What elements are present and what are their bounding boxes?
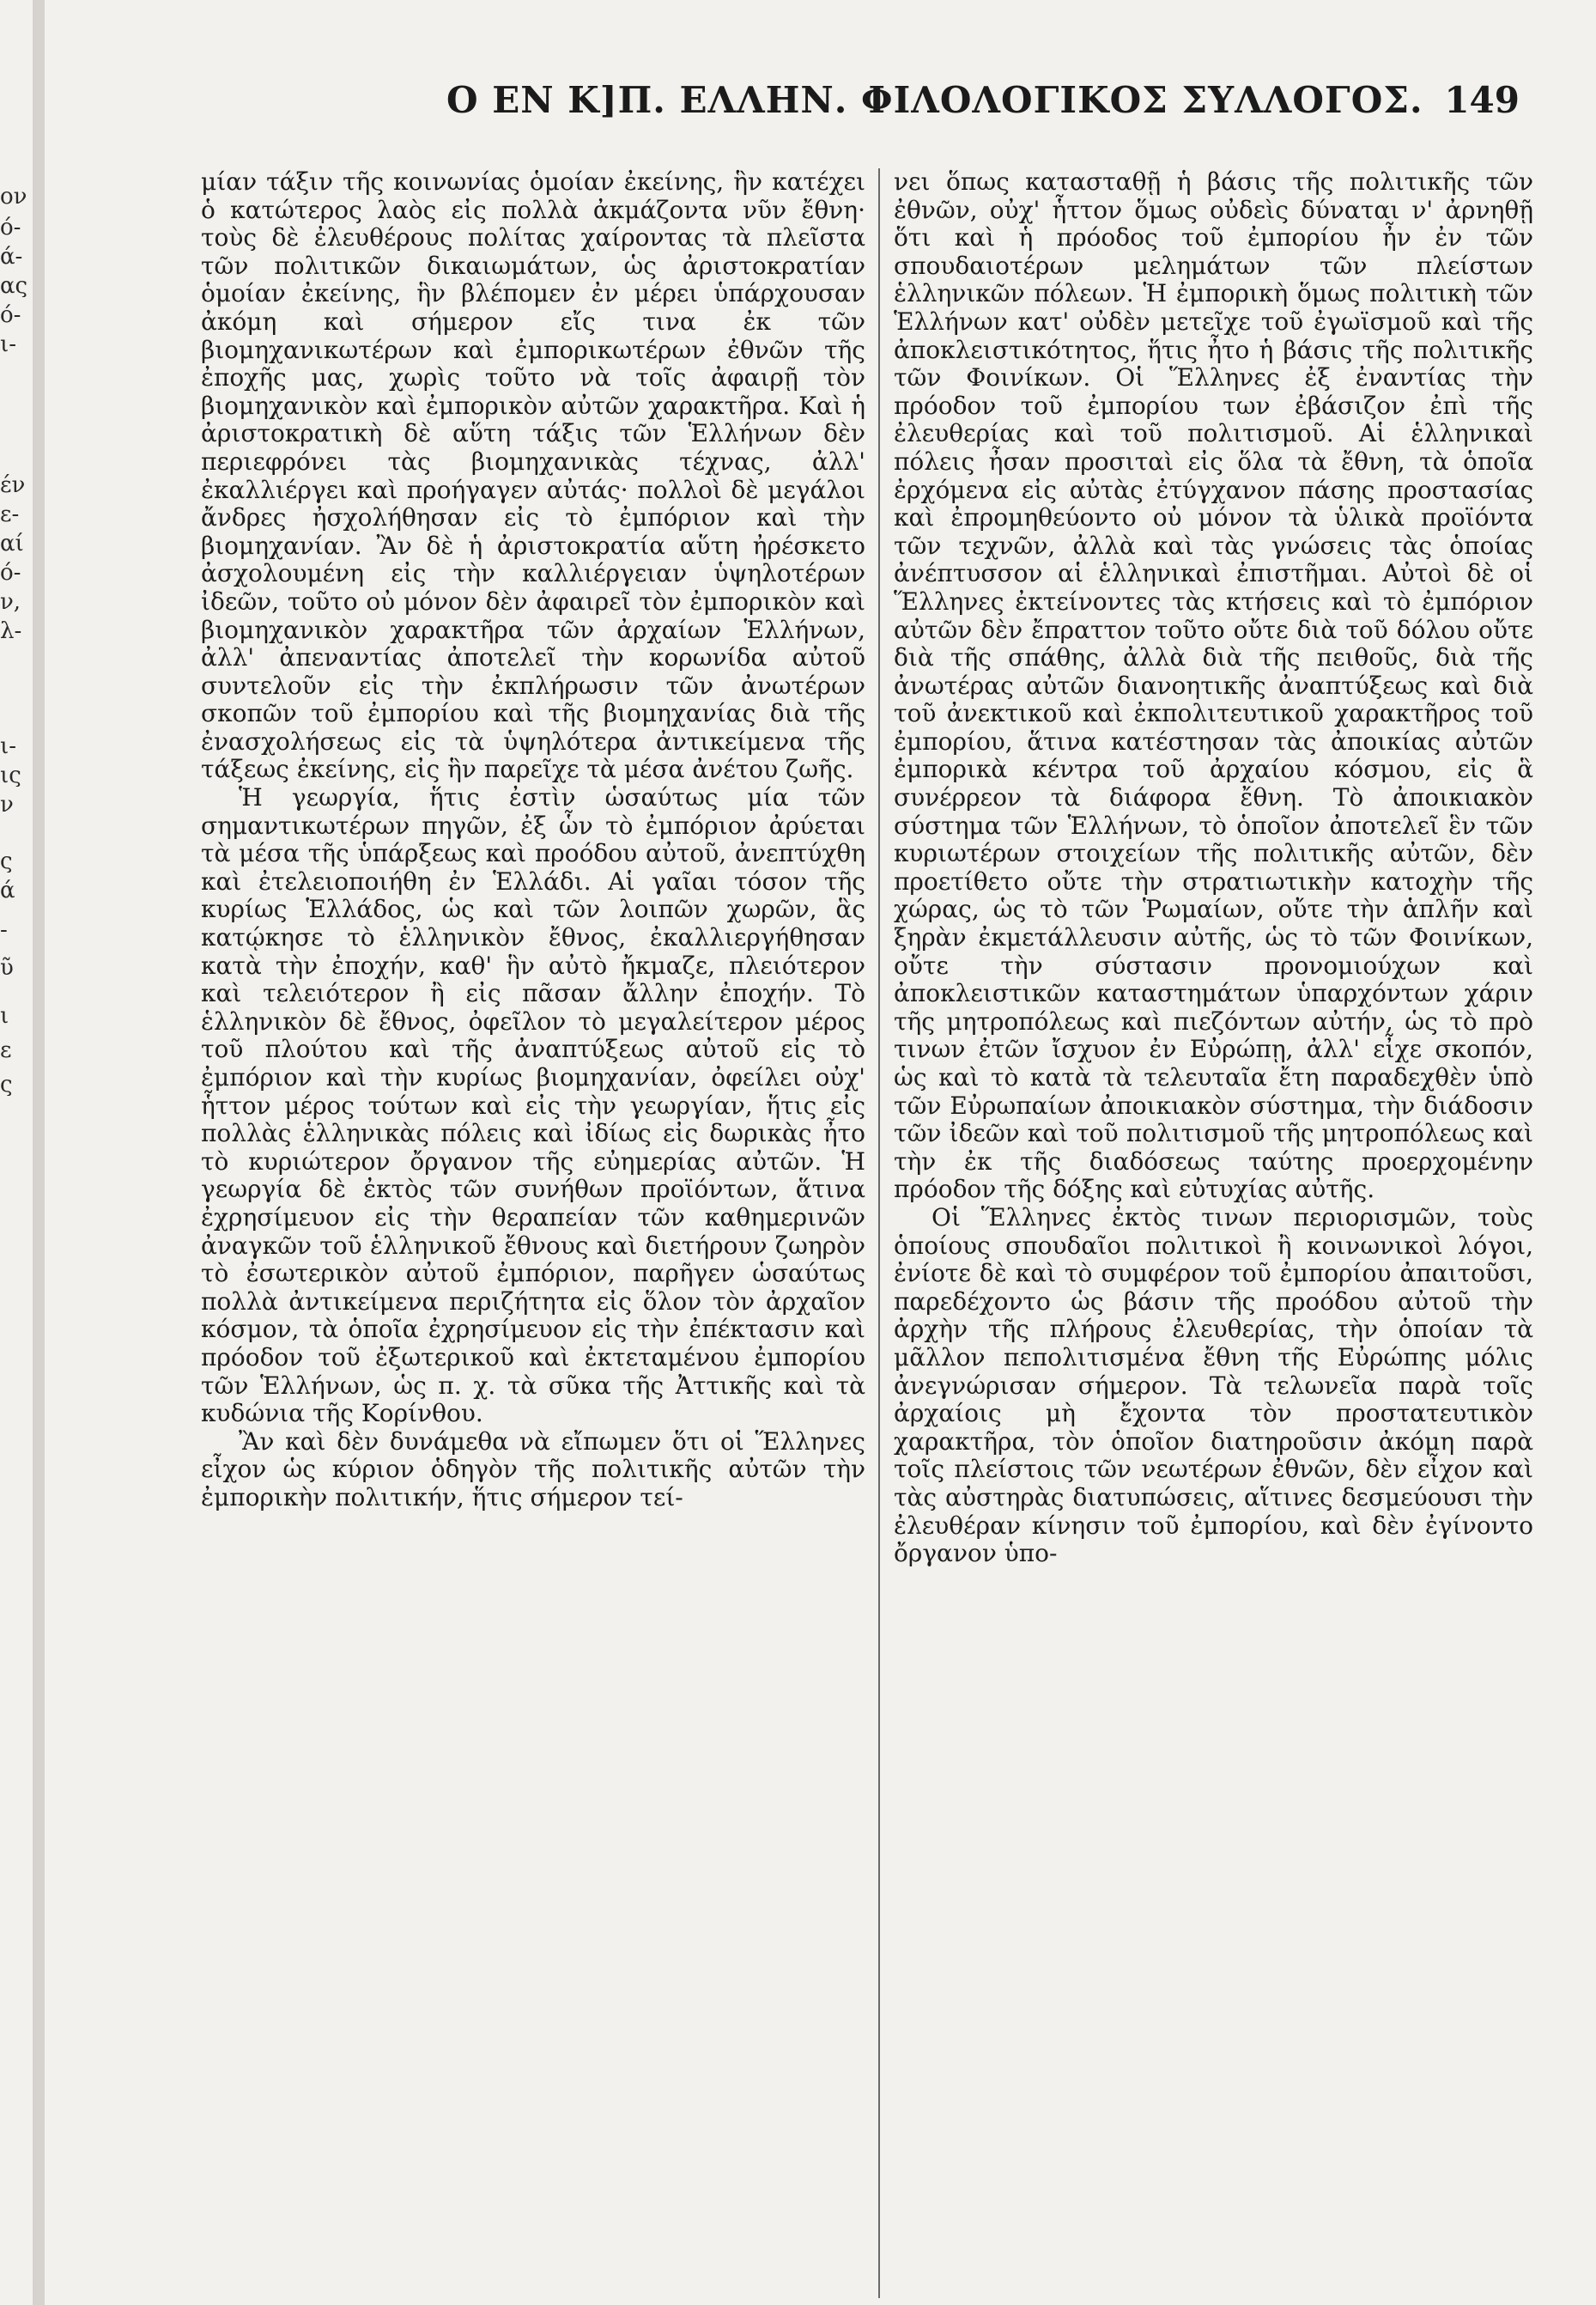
paragraph: μίαν τάξιν τῆς κοινωνίας ὁμοίαν ἐκείνης, ἣν κατέχει ὁ κατώτερος λαὸς εἰς πολλὰ ἀκμάζοντα νῦν ἔθνη· τοὺς δὲ ἐλευθέρους πολίτας χαίροντας τὰ πλεῖστα τῶν πολιτικῶν δικαιωμάτων, ὡς ἀριστοκρατίαν ὁμοίαν ἐκείνης, ἣν βλέπομεν ἐν μέρει ὑπάρχουσαν ἀκόμη καὶ σήμερον εἴς τινα ἐκ τῶν βιομηχανικωτέρων καὶ ἐμπορικωτέρων ἐθνῶν τῆς ἐποχῆς μας, χωρὶς τοῦτο νὰ τοῖς ἀφαιρῇ τὸν βιομηχανικὸν καὶ ἐμπορικὸν αὐτῶν χαρακτῆρα. Καὶ ἡ ἀριστοκρατικὴ δὲ αὕτη τάξις τῶν Ἑλλήνων δὲν περιεφρόνει τὰς βιομηχανικὰς τέχνας, ἀλλ' ἐκαλλιέργει καὶ προήγαγεν αὐτάς· πολλοὶ δὲ μεγάλοι ἄνδρες ἠσχολήθησαν εἰς τὸ ἐμπόριον καὶ τὴν βιομηχανίαν. Ἂν δὲ ἡ ἀριστοκρατία αὕτη ἠρέσκετο ἀσχολουμένη εἰς τὴν καλλιέργειαν ὑψηλοτέρων ἰδεῶν, τοῦτο οὐ μόνον δὲν ἀφαιρεῖ τὸν ἐμπορικὸν καὶ βιομηχανικὸν χαρακτῆρα τῶν ἀρχαίων Ἑλλήνων, ἀλλ' ἀπεναντίας ἀποτελεῖ τὴν κορωνίδα αὐτοῦ συντελοῦν εἰς τὴν ἐκπλήρωσιν τῶν ἀνωτέρων σκοπῶν τοῦ ἐμπορίου καὶ τῆς βιομηχανίας διὰ τῆς ἐνασχολήσεως εἰς τὰ ὑψηλότερα ἀντικείμενα τῆς τάξεως ἐκείνης, εἰς ἣν παρεῖχε τὰ μέσα ἀνέτου ζωῆς.	[201, 167, 865, 784]
paragraph: Ἂν καὶ δὲν δυνάμεθα νὰ εἴπωμεν ὅτι οἱ Ἕλληνες εἶχον ὡς κύριον ὁδηγὸν τῆς πολιτικῆς αὐτῶν τὴν ἐμπορικὴν πολιτικήν, ἥτις σήμερον τεί-	[201, 1426, 865, 1511]
previous-page-fragment: ό-	[0, 562, 21, 584]
right-column	[894, 168, 1533, 1568]
previous-page-fragment: ε-	[0, 503, 20, 526]
paragraph: νει ὅπως κατασταθῇ ἡ βάσις τῆς πολιτικῆς τῶν ἐθνῶν, οὐχ' ἧττον ὅμως οὐδεὶς δύναται ν' ἀρνηθῇ ὅτι καὶ ἡ πρόοδος τοῦ ἐμπορίου ἦν ἐν τῶν σπουδαιοτέρων μελημάτων τῶν πλείστων ἑλληνικῶν πόλεων. Ἡ ἐμπορικὴ ὅμως πολιτικὴ τῶν Ἑλλήνων κατ' οὐδὲν μετεῖχε τοῦ ἐγωϊσμοῦ καὶ τῆς ἀποκλειστικότητος, ἥτις ἦτο ἡ βάσις τῆς πολιτικῆς τῶν Φοινίκων. Οἱ Ἕλληνες ἐξ ἐναντίας τὴν πρόοδον τοῦ ἐμπορίου των ἐβάσιζον ἐπὶ τῆς ἐλευθερίας καὶ τοῦ πολιτισμοῦ. Αἱ ἑλληνικαὶ πόλεις ἦσαν προσιταὶ εἰς ὅλα τὰ ἔθνη, τὰ ὁποῖα ἐρχόμενα εἰς αὐτὰς ἐτύγχανον πάσης προστασίας καὶ ἐπρομηθεύοντο οὐ μόνον τὰ ὑλικὰ προϊόντα τῶν τεχνῶν, ἀλλὰ καὶ τὰς γνώσεις τὰς ὁποίας ἀνέπτυσσον αἱ ἑλληνικαὶ ἐπιστῆμαι. Αὐτοὶ δὲ οἱ Ἕλληνες ἐκτείνοντες τὰς κτήσεις καὶ τὸ ἐμπόριον αὐτῶν δὲν ἔπραττον τοῦτο οὔτε διὰ τοῦ δόλου οὔτε διὰ τῆς σπάθης, ἀλλὰ διὰ τῆς πειθοῦς, διὰ τῆς ἀνωτέρας αὐτῶν διανοητικῆς ἀναπτύξεως καὶ διὰ τοῦ ἀνεκτικοῦ καὶ ἐκπολιτευτικοῦ χαρακτῆρος τοῦ ἐμπορίου, ἅτινα κατέστησαν τὰς ἀποικίας αὐτῶν ἐμπορικὰ κέντρα τοῦ ἀρχαίου κόσμου, εἰς ἃ συνέρρεον τὰ διάφορα ἔθνη. Τὸ ἀποικιακὸν σύστημα τῶν Ἑλλήνων, τὸ ὁποῖον ἀποτελεῖ ἓν τῶν κυριωτέρων στοιχείων τῆς πολιτικῆς αὐτῶν, δὲν προετίθετο οὔτε τὴν στρατιωτικὴν κατοχὴν τῆς χώρας, ὡς τὸ τῶν Ῥωμαίων, οὔτε τὴν ἁπλῆν καὶ ξηρὰν ἐκμετάλλευσιν αὐτῆς, ὡς τὸ τῶν Φοινίκων, οὔτε τὴν σύστασιν προνομιούχων καὶ ἀποκλειστικῶν καταστημάτων ὑπαρχόντων χάριν τῆς μητροπόλεως καὶ πιεζόντων αὐτήν, ὡς τὸ πρὸ τινων ἐτῶν ἴσχυον ἐν Εὐρώπῃ, ἀλλ' εἶχε σκοπόν, ὡς καὶ τὸ κατὰ τὰ τελευταῖα ἔτη παραδεχθὲν ὑπὸ τῶν Εὐρωπαίων ἀποικιακὸν σύστημα, τὴν διάδοσιν τῶν ἰδεῶν καὶ τοῦ πολιτισμοῦ τῆς μητροπόλεως καὶ τὴν ἐκ τῆς διαδόσεως ταύτης προερχομένην πρόοδον τῆς δόξης καὶ εὐτυχίας αὐτῆς.	[894, 167, 1533, 1204]
paragraph: Ἡ γεωργία, ἥτις ἐστὶν ὡσαύτως μία τῶν σημαντικωτέρων πηγῶν, ἐξ ὧν τὸ ἐμπόριον ἀρύεται τὰ μέσα τῆς ὑπάρξεως καὶ προόδου αὐτοῦ, ἀνεπτύχθη καὶ ἐτελειοποιήθη ἐν Ἑλλάδι. Αἱ γαῖαι τόσον τῆς κυρίως Ἑλλάδος, ὡς καὶ τῶν λοιπῶν χωρῶν, ἃς κατῴκησε τὸ ἑλληνικὸν ἔθνος, ἐκαλλιεργήθησαν κατὰ τὴν ἐποχήν, καθ' ἣν αὐτὸ ἤκμαζε, πλειότερον καὶ τελειότερον ἢ εἰς πᾶσαν ἄλλην ἐποχήν. Τὸ ἑλληνικὸν δὲ ἔθνος, ὀφεῖλον τὸ μεγαλείτερον μέρος τοῦ πλούτου καὶ τῆς ἀναπτύξεως αὐτοῦ εἰς τὸ ἐμπόριον καὶ τὴν κυρίως βιομηχανίαν, ὀφείλει οὐχ' ἧττον μέρος τούτων καὶ εἰς τὴν γεωργίαν, ἥτις εἰς πολλὰς ἑλληνικὰς πόλεις καὶ ἰδίως εἰς δωρικὰς ἦτο τὸ κυριώτερον ὄργανον τῆς εὐημερίας αὐτῶν. Ἡ γεωργία δὲ ἐκτὸς τῶν συνήθων προϊόντων, ἅτινα ἐχρησίμευον εἰς τὴν θεραπείαν τῶν καθημερινῶν ἀναγκῶν τοῦ ἑλληνικοῦ ἔθνους καὶ διετήρουν ζωηρὸν τὸ ἐσωτερικὸν αὐτοῦ ἐμπόριον, παρῆγεν ὡσαύτως πολλὰ ἀντικείμενα περιζήτητα εἰς ὅλον τὸν ἀρχαῖον κόσμον, τὰ ὁποῖα ἐχρησίμευον εἰς τὴν ἐπέκτασιν καὶ πρόοδον τοῦ ἐξωτερικοῦ καὶ ἐκτεταμένου ἐμπορίου τῶν Ἑλλήνων, ὡς π. χ. τὰ σῦκα τῆς Ἀττικῆς καὶ τὰ κυδώνια τῆς Κορίνθου.	[201, 783, 865, 1428]
previous-page-fragment: ς	[0, 850, 13, 873]
previous-page-fragment: ς	[0, 1073, 13, 1096]
previous-page-fragment: -	[0, 919, 8, 941]
previous-page-fragment: ό-	[0, 216, 21, 239]
previous-page-edge	[0, 146, 33, 2305]
running-title: Ο ΕΝ Κ]Π. ΕΛΛΗΝ. ΦΙΛΟΛΟΓΙΚΟΣ ΣΥΛΛΟΓΟΣ.	[446, 79, 1423, 121]
paragraph: Οἱ Ἕλληνες ἐκτὸς τινων περιορισμῶν, τοὺς ὁποίους σπουδαῖοι πολιτικοὶ ἢ κοινωνικοὶ λόγοι, ἐνίοτε δὲ καὶ τὸ συμφέρον τοῦ ἐμπορίου ἀπαιτοῦσι, παρεδέχοντο ὡς βάσιν τῆς προόδου αὐτοῦ τὴν ἀρχὴν τῆς πλήρους ἐλευθερίας, τὴν ὁποίαν τὰ μᾶλλον πεπολιτισμένα ἔθνη τῆς Εὐρώπης μόλις ἀνεγνώρισαν σήμερον. Τὰ τελωνεῖα παρὰ τοῖς ἀρχαίοις μὴ ἔχοντα τὸν προστατευτικὸν χαρακτῆρα, τὸν ὁποῖον διατηροῦσιν ἀκόμη παρὰ τοῖς πλείστοις τῶν νεωτέρων ἐθνῶν, δὲν εἶχον καὶ τὰς αὐστηρὰς διατυπώσεις, αἵτινες δεσμεύουσι τὴν ἐλευθέραν κίνησιν τοῦ ἐμπορίου, καὶ δὲν ἐγίνοντο ὄργανον ὑπο-	[894, 1202, 1533, 1568]
previous-page-fragment: έν	[0, 474, 26, 496]
previous-page-fragment: ον	[0, 185, 27, 208]
previous-page-fragment: ά	[0, 879, 15, 902]
binding-gutter	[33, 0, 45, 2305]
previous-page-fragment: ε	[0, 1039, 12, 1061]
previous-page-fragment: ι-	[0, 735, 16, 757]
previous-page-fragment: ά-	[0, 246, 23, 268]
previous-page-fragment: ις	[0, 764, 21, 787]
previous-page-fragment: ν,	[0, 591, 21, 613]
previous-page-fragment: ι	[0, 1005, 9, 1027]
previous-page-fragment: ό-	[0, 304, 21, 326]
column-divider	[878, 168, 880, 2298]
previous-page-fragment: ν	[0, 794, 14, 816]
previous-page-fragment: ι-	[0, 333, 16, 356]
previous-page-fragment: ας	[0, 275, 28, 297]
previous-page-fragment: λ-	[0, 620, 22, 642]
previous-page-fragment: αί	[0, 532, 24, 555]
page-number: 149	[1444, 79, 1520, 121]
previous-page-fragment: ῦ	[0, 957, 14, 979]
left-column	[201, 168, 865, 1512]
